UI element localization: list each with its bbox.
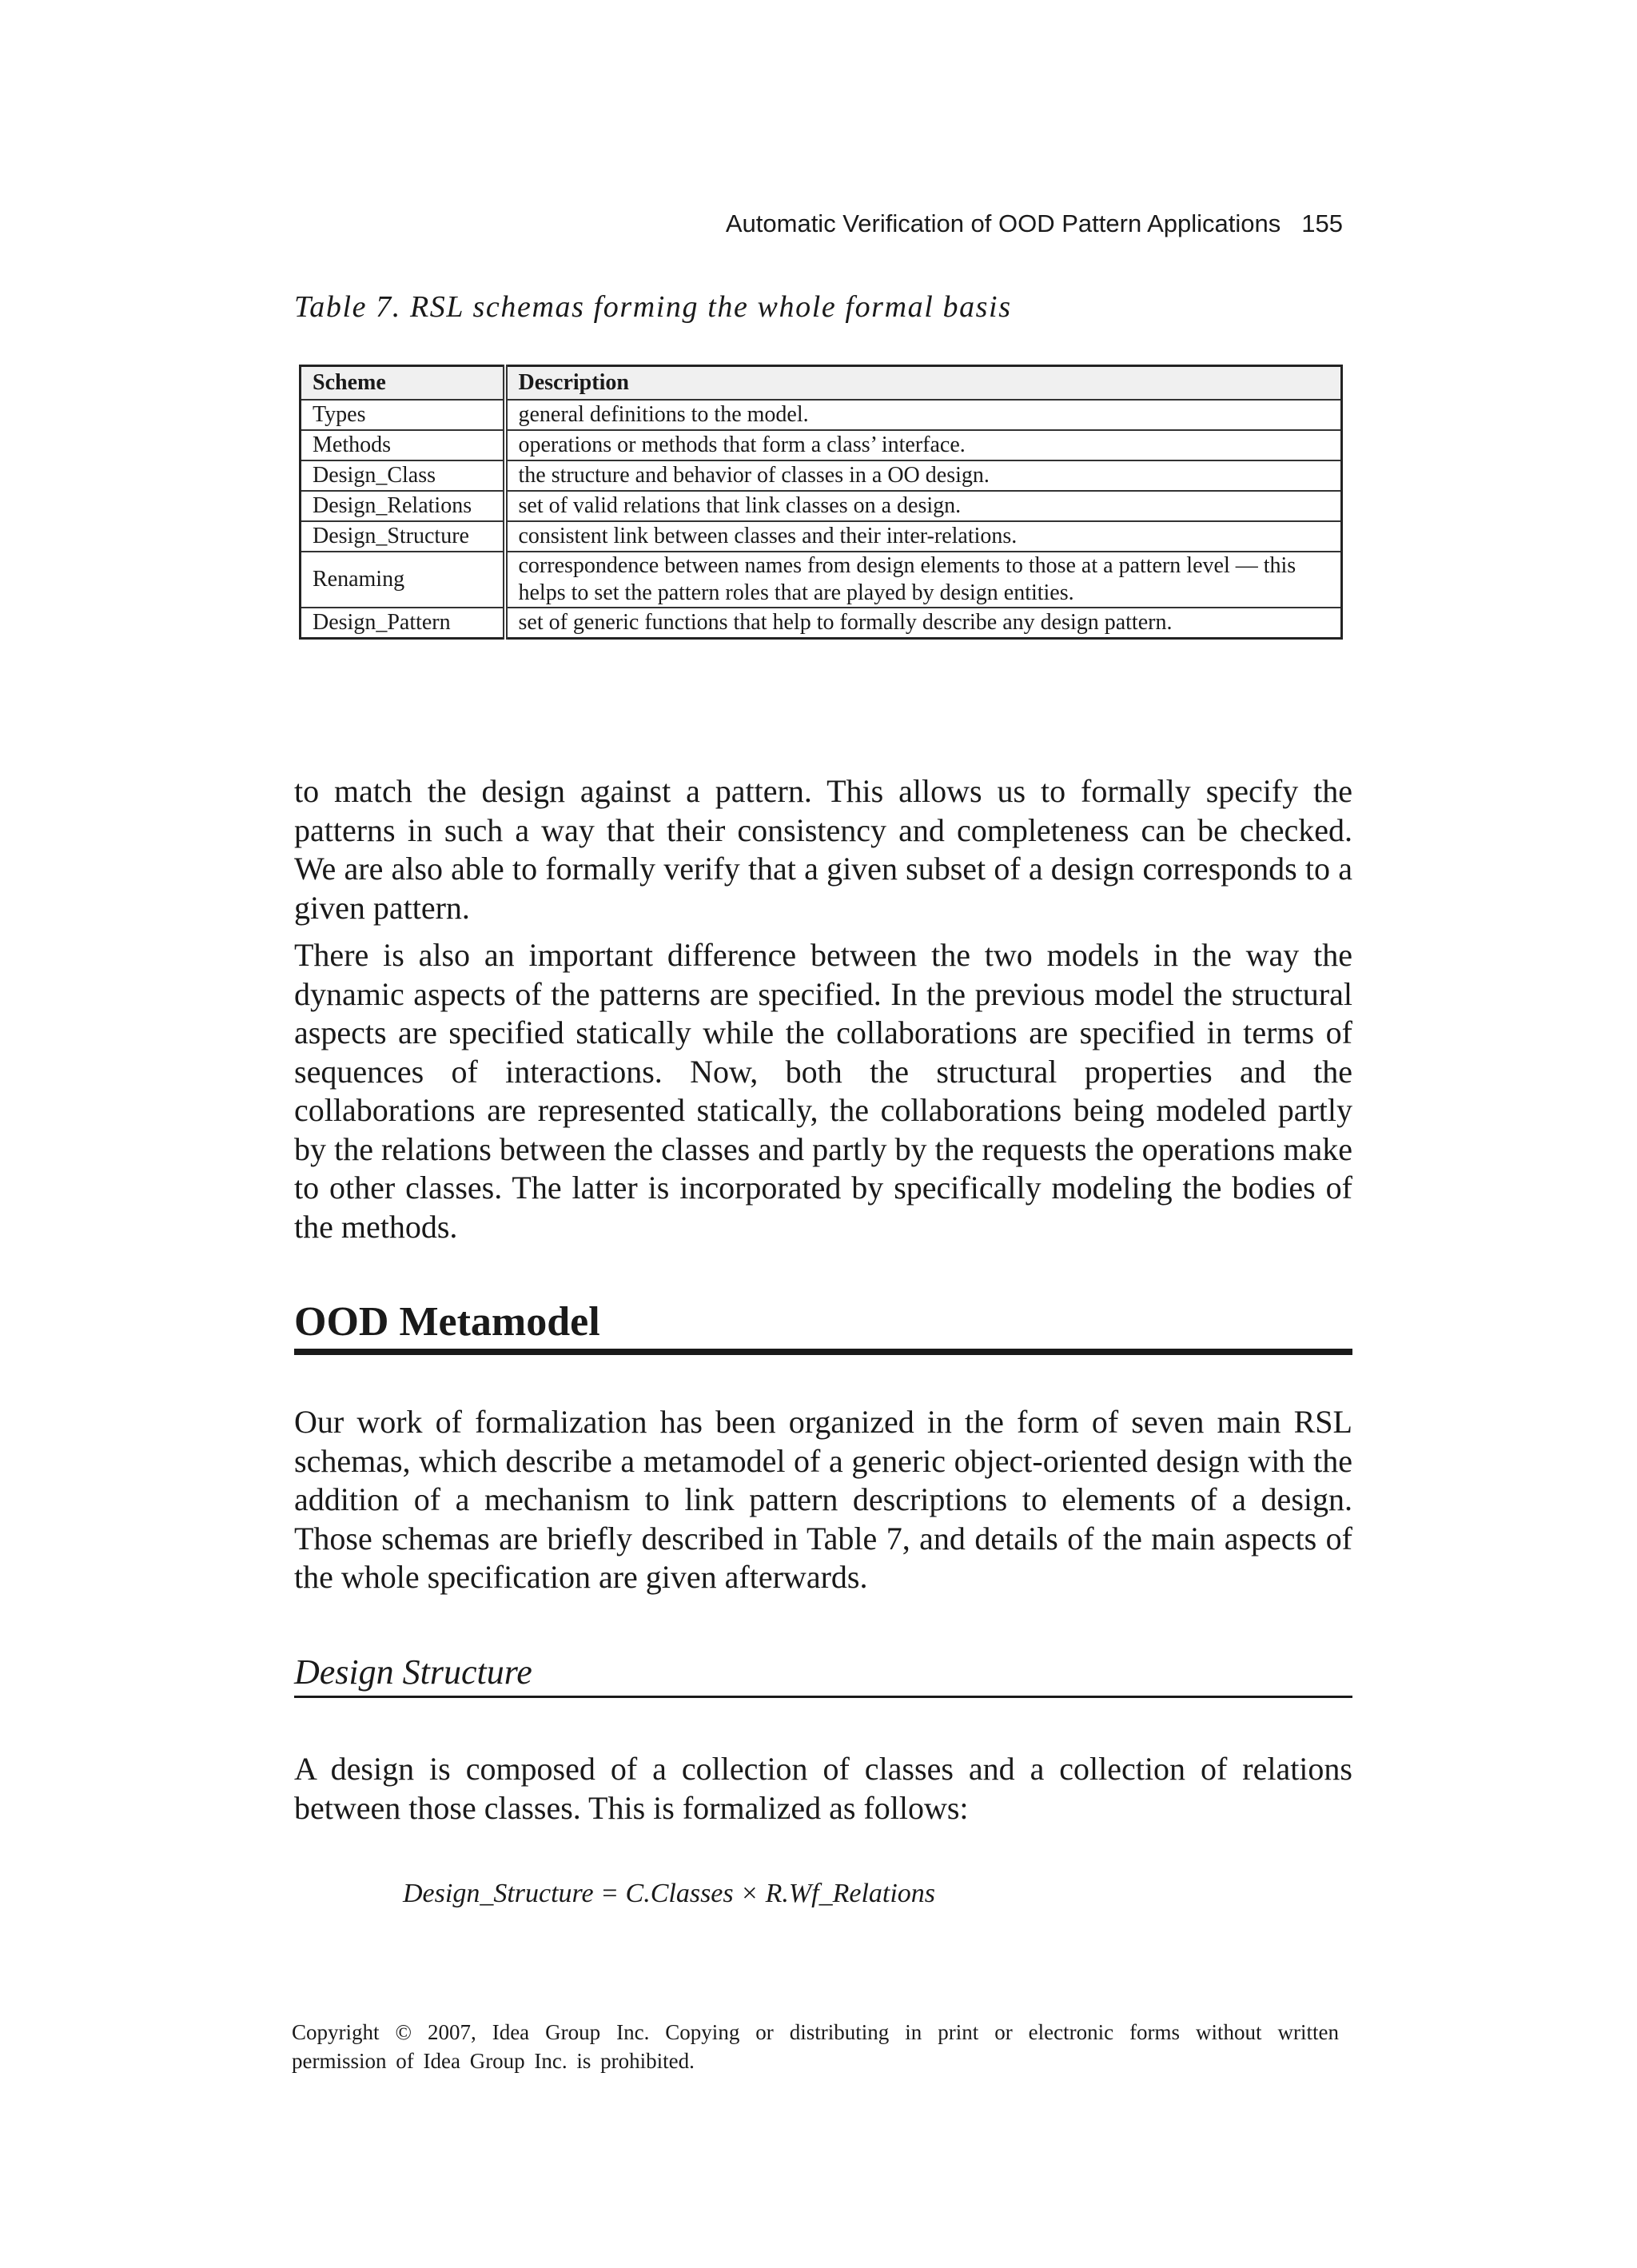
body-paragraph: There is also an important difference between the two models in the way the dynamic aspects of the patterns are specified. In the previous model the structural aspects are specified statically while the collaborations are specified in terms of sequences of interactions. Now, both the structural properties and the collaborations are represented statically, the collaborations being modeled partly by the relations between the classes and partly by the requests the operations make to other classes. The latter is incorporated by specifically modeling the bodies of the methods. [294, 937, 1352, 1245]
section-paragraph: Our work of formalization has been organized in the form of seven main RSL schemas, which describe a metamodel of a generic object-oriented design with the addition of a mechanism to link pattern descriptions to elements of a design. Those schemas are briefly described in Table 7, and details of the main aspects of the whole specification are given afterwards. [294, 1404, 1352, 1595]
table-cell-scheme: Types [301, 400, 505, 430]
table-cell-description: consistent link between classes and their inter-relations. [505, 521, 1342, 552]
table-cell-scheme: Design_Pattern [301, 608, 505, 639]
table-cell-scheme: Design_Structure [301, 521, 505, 552]
formula: Design_Structure = C.Classes × R.Wf_Relations [403, 1879, 936, 1908]
section-heading: OOD Metamodel [294, 1298, 1352, 1355]
table-cell-description: operations or methods that form a class’ interface. [505, 430, 1342, 460]
table-cell-description: set of valid relations that link classes on a design. [505, 491, 1342, 521]
page-number: 155 [1301, 209, 1343, 237]
subsection-heading: Design Structure [294, 1652, 1352, 1698]
table-row [301, 521, 1342, 552]
running-head [292, 209, 1343, 238]
table-row [301, 430, 1342, 460]
table-cell-description: general definitions to the model. [505, 400, 1342, 430]
table-row [301, 552, 1342, 608]
table-header-scheme: Scheme [301, 366, 505, 401]
schema-table [299, 365, 1343, 640]
table-cell-scheme: Renaming [301, 552, 505, 608]
table-header-row [301, 366, 1342, 401]
table-row [301, 608, 1342, 639]
table-cell-description: correspondence between names from design elements to those at a pattern level — this helps to set the pattern roles that are played by design entities. [505, 552, 1342, 608]
table-cell-description: the structure and behavior of classes in a OO design. [505, 460, 1342, 491]
table-row [301, 460, 1342, 491]
table-cell-scheme: Design_Relations [301, 491, 505, 521]
running-head-title: Automatic Verification of OOD Pattern Applications [725, 209, 1281, 237]
table-cell-scheme: Methods [301, 430, 505, 460]
table-header-description: Description [505, 366, 1342, 401]
table-row [301, 400, 1342, 430]
table-row [301, 491, 1342, 521]
table-cell-description: set of generic functions that help to formally describe any design pattern. [505, 608, 1342, 639]
copyright-notice: Copyright © 2007, Idea Group Inc. Copying or distributing in print or electronic forms without written permission of Idea Group Inc. is prohibited. [292, 2020, 1339, 2073]
subsection-paragraph: A design is composed of a collection of classes and a collection of relations between those classes. This is formalized as follows: [294, 1751, 1352, 1826]
table-caption: Table 7. RSL schemas forming the whole formal basis [294, 290, 1012, 324]
table-cell-scheme: Design_Class [301, 460, 505, 491]
body-paragraph: to match the design against a pattern. This allows us to formally specify the patterns in such a way that their consistency and completeness can be checked. We are also able to formally verify that a given subset of a design corresponds to a given pattern. [294, 773, 1352, 926]
